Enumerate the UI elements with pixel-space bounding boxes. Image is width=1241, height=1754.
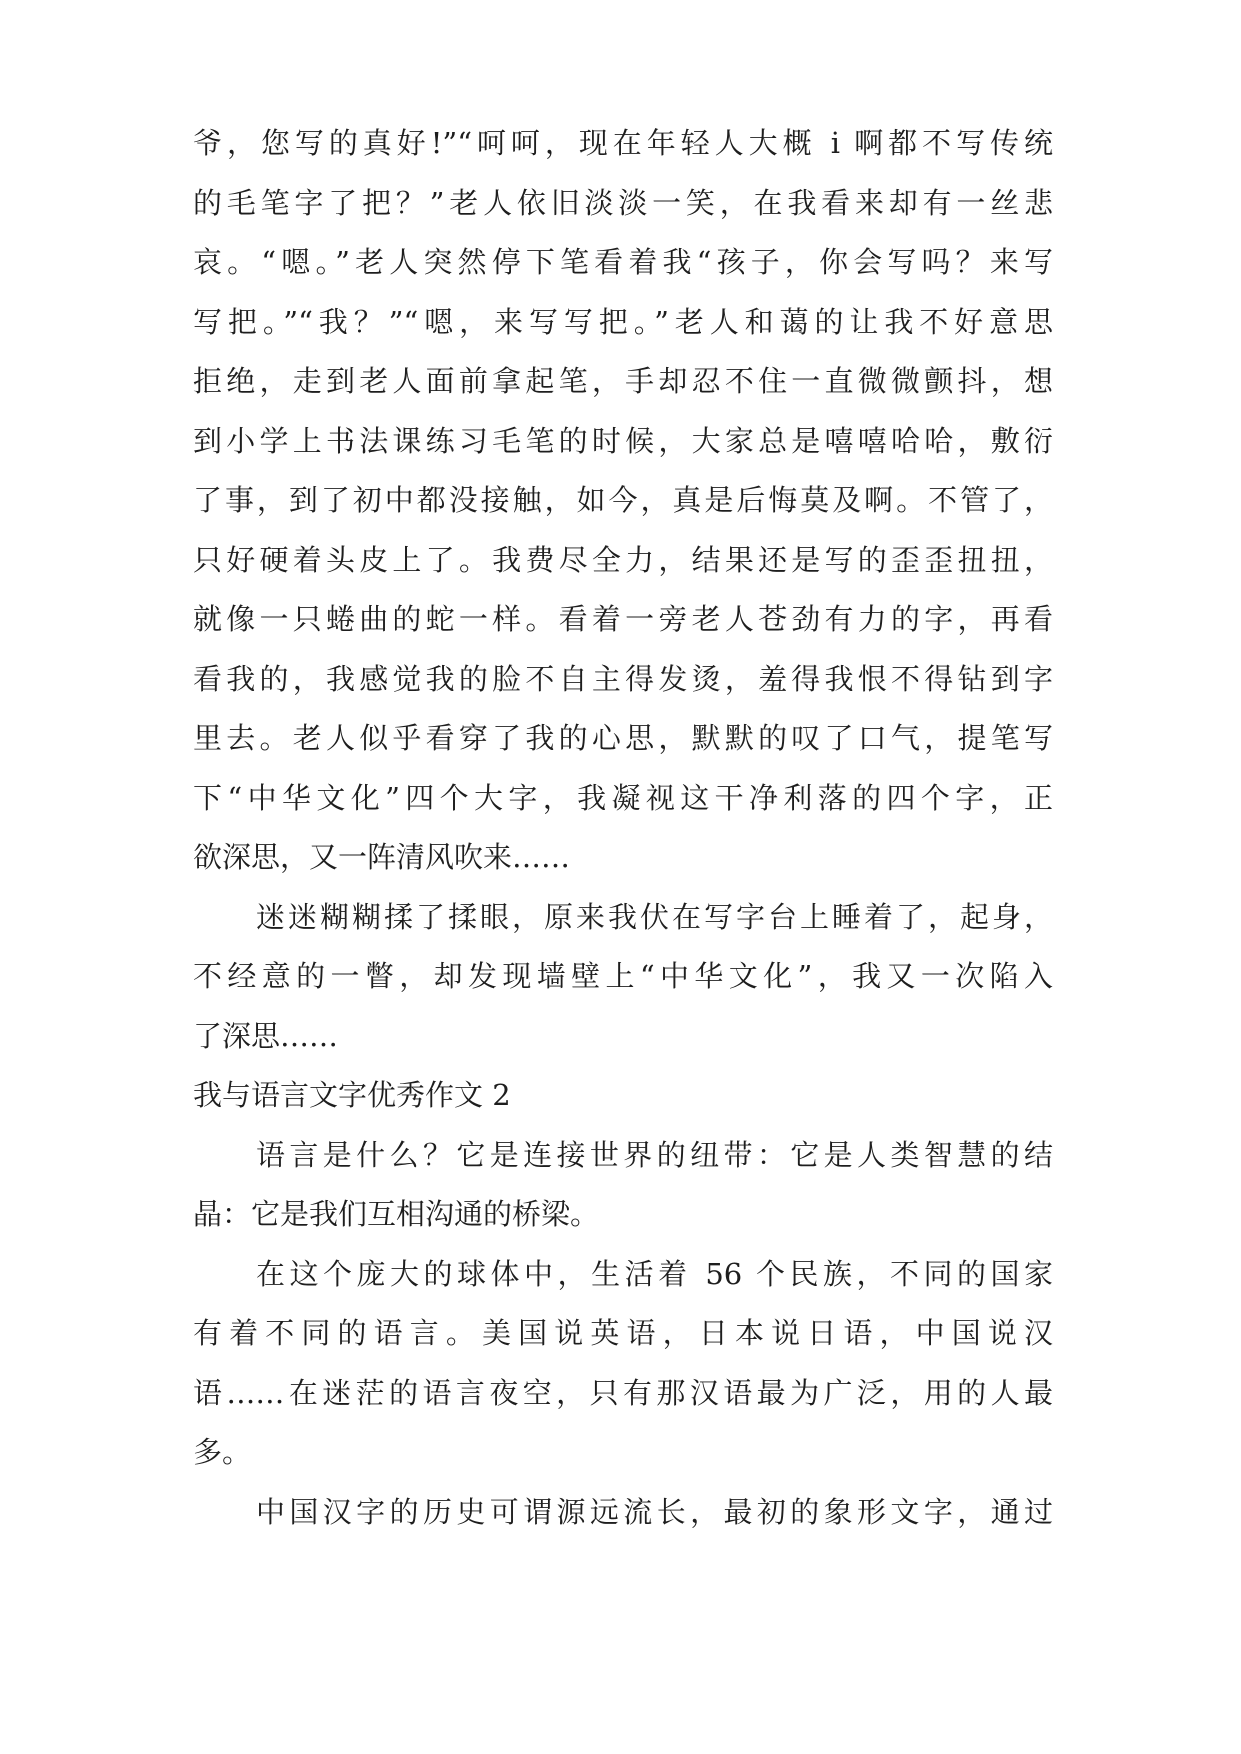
text-line: 有着不同的语言。美国说英语，日本说日语，中国说汉	[193, 1316, 1053, 1350]
text-line: 只好硬着头皮上了。我费尽全力，结果还是写的歪歪扭扭，	[193, 542, 1053, 577]
text-line: 晶：它是我们互相沟通的桥梁。	[193, 1197, 600, 1231]
text-line: 多。	[193, 1435, 252, 1469]
text-line: 了深思……	[193, 1018, 339, 1053]
text-line: 下“中华文化”四个大字，我凝视这干净利落的四个字，正	[193, 780, 1053, 815]
paragraph-first-line: 中国汉字的历史可谓源远流长，最初的象形文字，通过	[256, 1494, 1053, 1529]
text-line: 写把。”“我？”“嗯，来写写把。”老人和蔼的让我不好意思	[193, 304, 1053, 339]
text-line: 里去。老人似乎看穿了我的心思，默默的叹了口气，提笔写	[193, 721, 1053, 755]
text-line: 语……在迷茫的语言夜空，只有那汉语最为广泛，用的人最	[193, 1375, 1053, 1410]
text-line: 哀。“嗯。”老人突然停下笔看着我“孩子，你会写吗？来写	[193, 245, 1053, 279]
text-line: 了事，到了初中都没接触，如今，真是后悔莫及啊。不管了，	[193, 483, 1053, 517]
text-line: 不经意的一瞥，却发现墙壁上“中华文化”，我又一次陷入	[193, 959, 1053, 993]
paragraph-first-line: 语言是什么？它是连接世界的纽带：它是人类智慧的结	[256, 1137, 1053, 1172]
text-line: 看我的，我感觉我的脸不自主得发烫，羞得我恨不得钻到字	[193, 661, 1053, 696]
text-line: 拒绝，走到老人面前拿起笔，手却忍不住一直微微颤抖，想	[193, 364, 1053, 398]
text-line: 的毛笔字了把？”老人依旧淡淡一笑，在我看来却有一丝悲	[193, 185, 1053, 220]
text-line: 到小学上书法课练习毛笔的时候，大家总是嘻嘻哈哈，敷衍	[193, 423, 1053, 458]
section-heading: 我与语言文字优秀作文 2	[193, 1078, 511, 1112]
paragraph-first-line: 在这个庞大的球体中，生活着 56 个民族，不同的国家	[256, 1256, 1053, 1291]
text-line: 就像一只蜷曲的蛇一样。看着一旁老人苍劲有力的字，再看	[193, 602, 1053, 636]
article-body	[193, 114, 1053, 1542]
paragraph-first-line: 迷迷糊糊揉了揉眼，原来我伏在写字台上睡着了，起身，	[256, 899, 1053, 934]
text-line: 爷，您写的真好!”“呵呵，现在年轻人大概 i 啊都不写传统	[193, 126, 1053, 160]
text-line: 欲深思，又一阵清风吹来……	[193, 840, 571, 874]
